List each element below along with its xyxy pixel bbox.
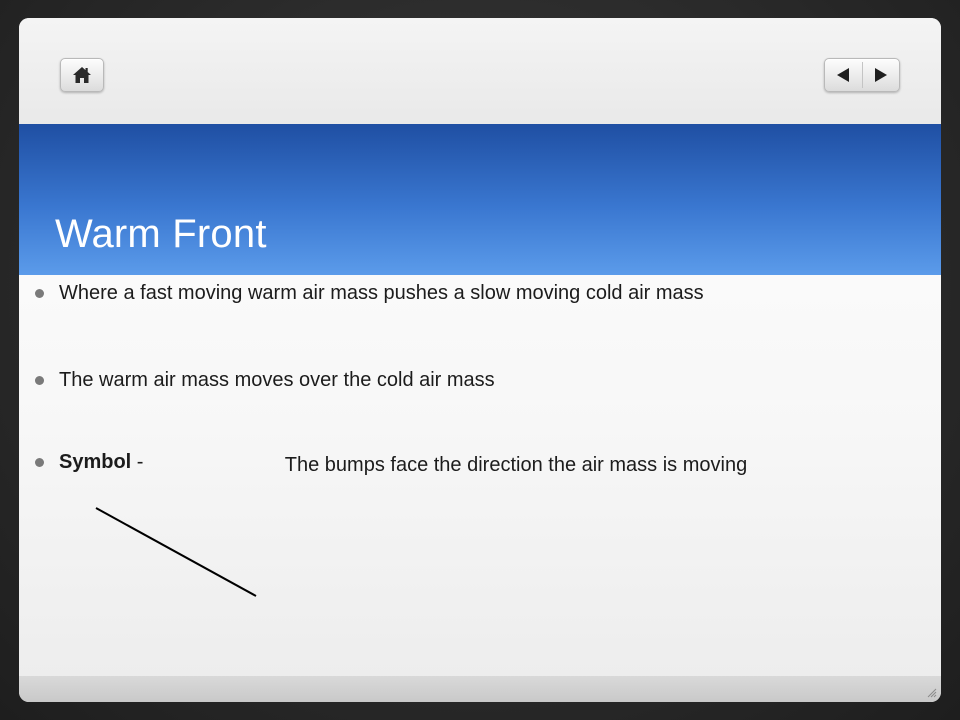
- resize-grip-icon[interactable]: [925, 686, 937, 698]
- symbol-description: The bumps face the direction the air mass is moving: [284, 454, 748, 476]
- bottom-bar: [19, 676, 941, 702]
- warm-front-symbol: [19, 18, 941, 702]
- slide-title: Warm Front: [55, 212, 267, 256]
- warm-front-line: [96, 508, 256, 596]
- slide: [19, 18, 941, 702]
- bullet-item: The warm air mass moves over the cold air mass: [35, 367, 925, 393]
- symbol-term: Symbol: [59, 451, 132, 473]
- symbol-separator: -: [131, 451, 144, 473]
- bullet-item: Where a fast moving warm air mass pushes a slow moving cold air mass: [35, 280, 925, 306]
